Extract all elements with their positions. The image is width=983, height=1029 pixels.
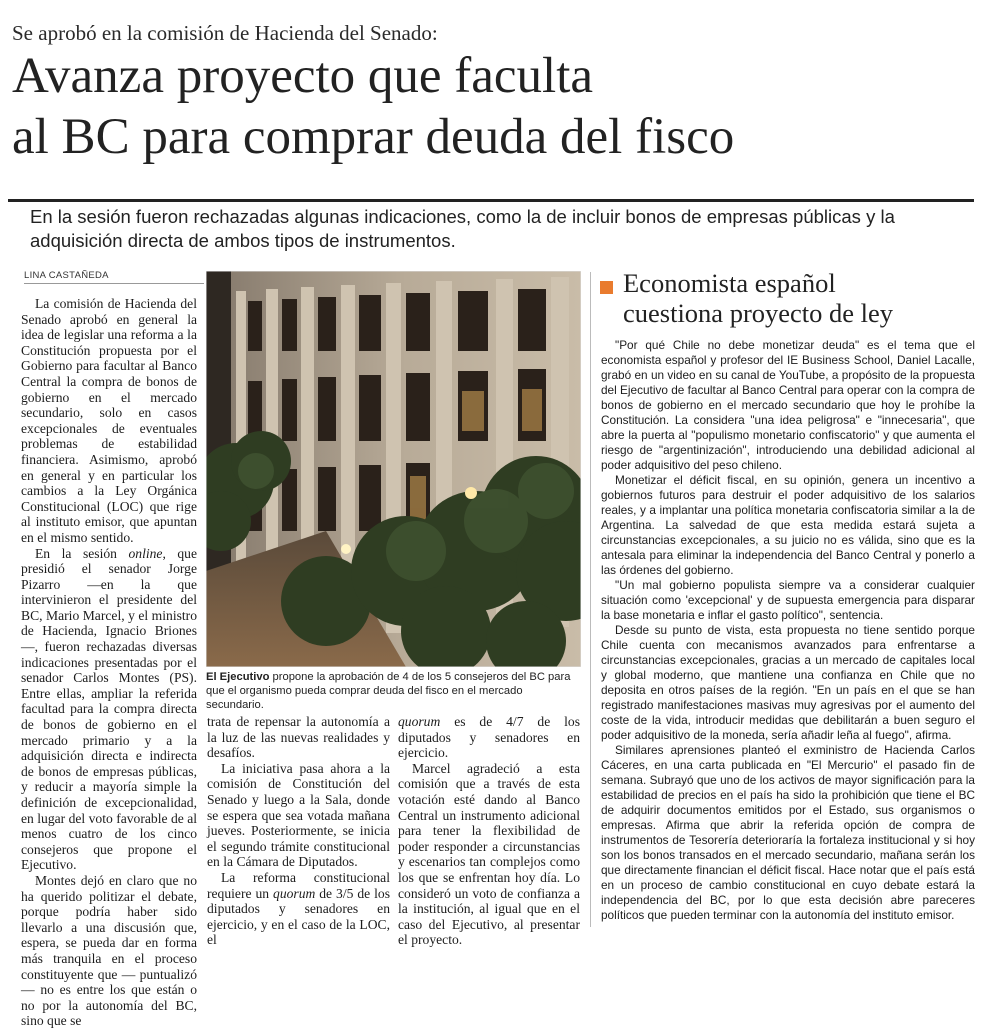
sidebar-divider bbox=[590, 272, 591, 927]
headline-line-2: al BC para comprar deuda del fisco bbox=[12, 109, 735, 166]
headline bbox=[12, 46, 972, 168]
caption-text: propone la aprobación de 4 de los 5 consejeros del BC para que el organismo pueda comprar deuda del fisco en el mercado secundario. bbox=[206, 671, 571, 711]
paragraph: La iniciativa pasa ahora a la comisión de Constitución del Senado y luego a la Sala, donde se espera que sea votada mañana jueves. Posteriormente, se inicia el segundo trámite constitucional en la Cámara de Diputados. bbox=[207, 760, 390, 870]
orange-square-icon bbox=[600, 281, 613, 294]
paragraph: Marcel agradeció a esta comisión que a través de esta votación esté dando al Banco Central un instrumento adicional para tener la flexibilidad de poder responder a circunstancias y escenarios tan complejos como los que se enfrentan hoy día. Lo consideró un voto de confianza a la institución, al igual que en el caso del Ejecutivo, al presentar el proyecto. bbox=[398, 760, 580, 948]
text-run: La reforma constitucional requiere un bbox=[207, 869, 390, 901]
article-column-2 bbox=[207, 714, 390, 948]
text-run-italic: quorum bbox=[398, 714, 441, 729]
sidebar-body bbox=[601, 338, 975, 923]
headline-line-1: Avanza proyecto que faculta bbox=[12, 48, 593, 104]
text-run-italic: online bbox=[128, 545, 163, 561]
kicker: Se aprobó en la comisión de Hacienda del Senado: bbox=[12, 21, 438, 45]
paragraph: Monetizar el déficit fiscal, en su opinión, genera un incentivo a gobiernos futuros para destruir el poder adquisitivo de los salarios reales, y a implantar una política monetaria confiscatoria similar a la de Argentina. La salvedad de que esta medida estará sujeta a circunstancias excepcionales, a su juicio no es válida, sino que es la antesala para eliminar la independencia del Banco Central y ponerlo a las órdenes del gobierno. bbox=[601, 473, 975, 577]
text-run: , que presidió el senador Jorge Pizarro —en la que intervinieron el presidente del BC, Mario Marcel, y el ministro de Hacienda, Ignacio Briones—, fueron rechazadas diversas indicaciones presentadas por el senador Carlos Montes (PS). Entre ellas, ampliar la referida facultad para la compra directa de bonos de gobierno en el mercado primario y a la adquisición directa e indirecta de bonos de empresas públicas, y reducir a mayoría simple la definición de excepcionalidad, en lugar del voto favorable de al menos cuatro de los cinco consejeros que propone el Ejecutivo. bbox=[21, 545, 197, 873]
text-run: de 3/5 de los diputados y senadores en ejercicio, y en el caso de la LOC, el bbox=[207, 885, 390, 948]
photo-caption bbox=[206, 670, 582, 712]
paragraph bbox=[21, 546, 197, 873]
sidebar-title bbox=[623, 268, 953, 328]
building-photo bbox=[206, 271, 581, 667]
paragraph: "Por qué Chile no debe monetizar deuda" es el tema que el economista español y profesor del IE Business School, Daniel Lacalle, grabó en un video en su canal de YouTube, a propósito de la propuesta del Ejecutivo de facultar al Banco Central para operar con la compra de bonos de gobierno en el mercado secundario que hoy le prohíbe la Constitución. La considera "una idea peligrosa" e "innecesaria", que abre la puerta al "populismo monetario confiscatorio" y que aumenta el riesgo de "argentinización", introduciendo una debilidad adicional al poder adquisitivo del peso chileno. bbox=[601, 338, 975, 472]
building-illustration bbox=[206, 271, 581, 667]
paragraph: Similares aprensiones planteó el exministro de Hacienda Carlos Cáceres, en una carta publicada en "El Mercurio" el pasado fin de semana. Subrayó que uno de los activos de mayor significación para la estabilidad de precios en el país ha sido la prohibición que tiene el BC de adquirir documentos emitidos por el Estado, sus organismos o empresas. Afirma que abrir la referida opción de compra de instrumentos de Tesorería deterioraría la fortaleza institucional y si hoy son los bonos transados en el mercado secundario, mañana serán los que directamente financian el déficit fiscal. Hace notar que el país está en un proceso de cambio constitucional en cuyo debate estará la independencia del BC, por lo que esta decisión abre pareceres políticos que pueden terminar con la autonomía del instituto emisor. bbox=[601, 743, 975, 922]
deck: En la sesión fueron rechazadas algunas indicaciones, como la de incluir bonos de empresas públicas y la adquisición directa de ambos tipos de instrumentos. bbox=[30, 206, 895, 251]
text-run: En la sesión bbox=[35, 545, 129, 561]
headline-rule bbox=[8, 199, 974, 202]
paragraph: Desde su punto de vista, esta propuesta no tiene sentido porque Chile cuenta con mecanismos avanzados para enfrentarse a circunstancias excepcionales, gracias a un mercado de capitales local y global moderno, que mantiene una confianza en Chile que no deposita en otros países de la región. "En un país en el que se han registrado manifestaciones masivas muy agresivas por el aumento del coste de la vida, introducir medidas que debilitarán a buen seguro el poder adquisitivo de la moneda, sería añadir leña al fuego", afirma. bbox=[601, 623, 975, 742]
text-run: es de 4/7 de los diputados y senadores en ejercicio. bbox=[398, 714, 580, 761]
caption-lead: El Ejecutivo bbox=[206, 671, 270, 683]
paragraph: La comisión de Hacienda del Senado aprobó en general la idea de legislar una reforma a la Constitución propuesta por el Gobierno para facultar al Banco Central la compra de bonos de gobierno en el mercado secundario, solo en casos excepcionales de eventuales problemas de estabilidad financiera. Asimismo, aprobó en general y en particular los cambios a la Ley Orgánica Constitucional (LOC) que rige al instituto emisor, que apuntan en el mismo sentido. bbox=[21, 296, 197, 545]
byline: LINA CASTAÑEDA bbox=[24, 270, 204, 284]
paragraph bbox=[398, 714, 580, 761]
article-column-3 bbox=[398, 714, 580, 948]
article-column-1 bbox=[21, 296, 197, 1029]
paragraph: Montes dejó en claro que no ha querido politizar el debate, porque podría haber sido llevarlo a una discusión que, espera, se pueda dar en forma más tranquila en el proceso constituyente que — puntualizó— no es entre los que están o no por la autonomía del BC, sino que se bbox=[21, 872, 197, 1029]
paragraph: trata de repensar la autonomía a la luz de las nuevas realidades y desafíos. bbox=[207, 714, 390, 761]
sidebar-title-line-2: cuestiona proyecto de ley bbox=[623, 298, 894, 328]
text-run-italic: quorum bbox=[273, 885, 316, 901]
sidebar-title-line-1: Economista español bbox=[623, 268, 836, 298]
paragraph: "Un mal gobierno populista siempre va a considerar cualquier situación como 'excepcional' y de supuesta emergencia para disparar la base monetaria e inflar el gasto político", sentencia. bbox=[601, 578, 975, 622]
paragraph bbox=[207, 870, 390, 948]
